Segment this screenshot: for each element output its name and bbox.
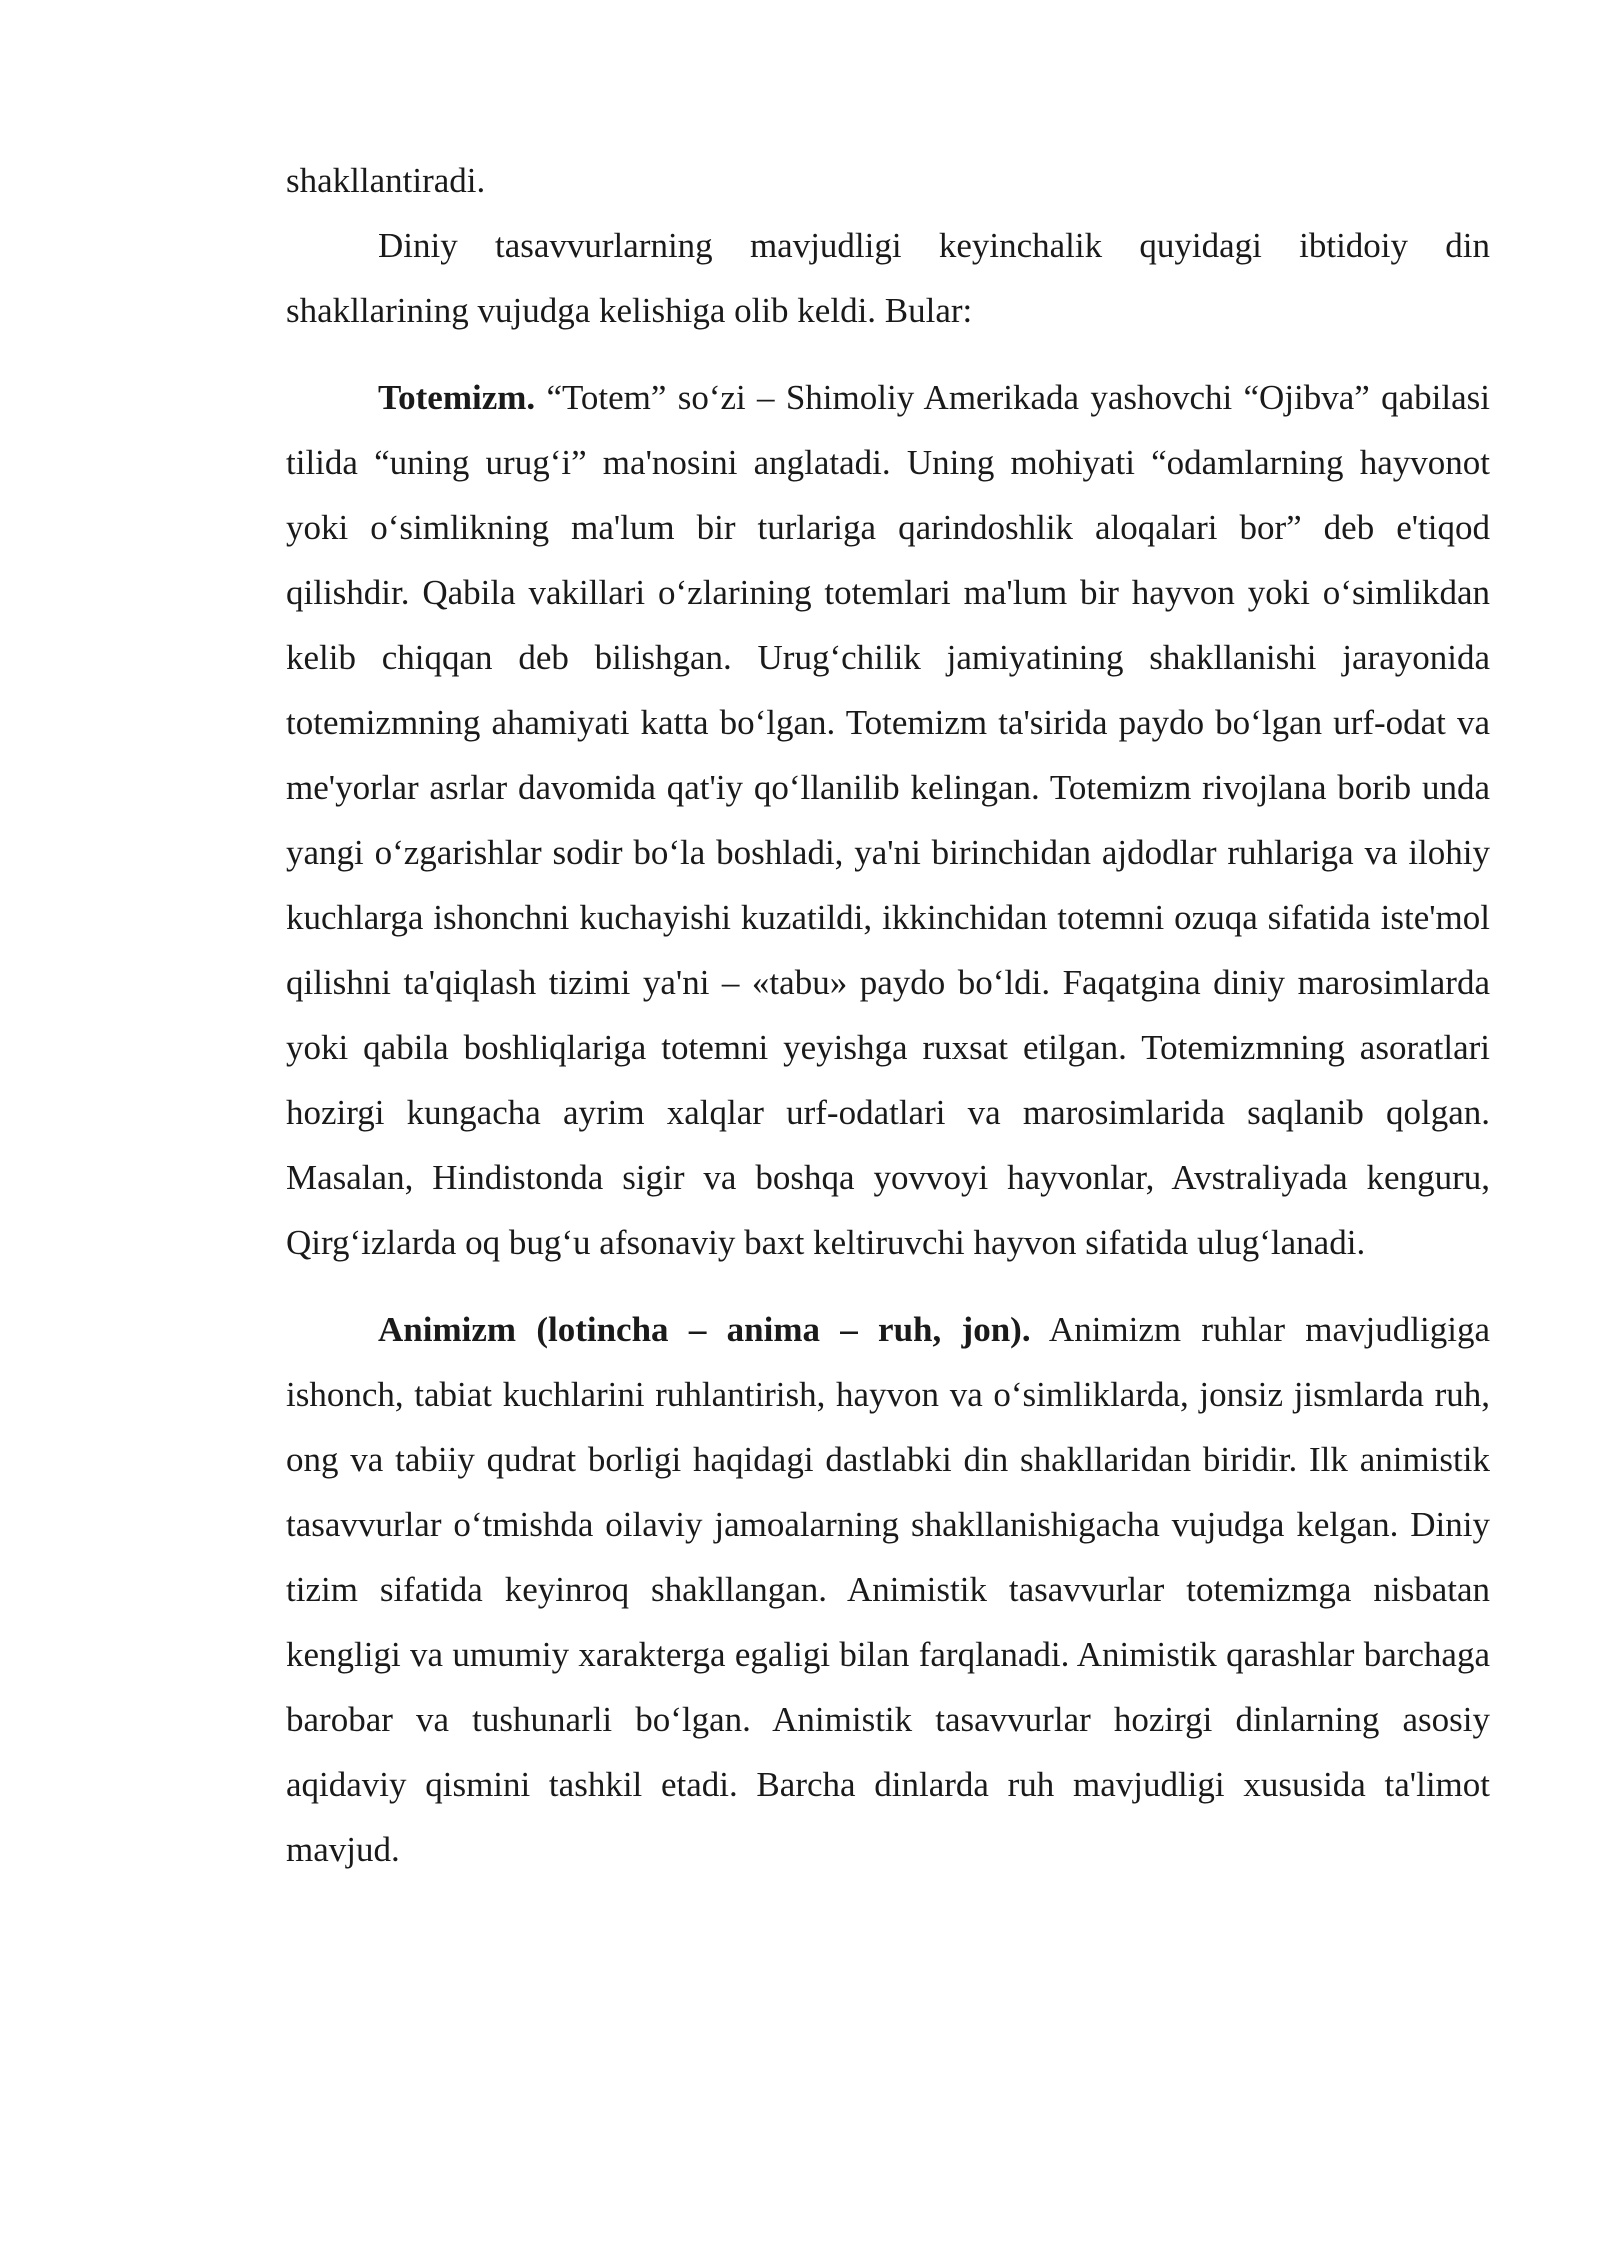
paragraph-text: “Totem” so‘zi – Shimoliy Amerikada yashovchi “Ojibva” qabilasi tilida “uning urug‘i” ma'nosini anglatadi. Uning mohiyati “odamlarning hayvonot yoki o‘simlikning ma'lum bir turlariga qarindoshlik aloqalari bor” deb e'tiqod qilishdir. Qabila vakillari o‘zlarining totemlari ma'lum bir hayvon yoki o‘simlikdan kelib chiqqan deb bilishgan. Urug‘chilik jamiyatining shakllanishi jarayonida totemizmning ahamiyati katta bo‘lgan. Totemizm ta'sirida paydo bo‘lgan urf-odat va me'yorlar asrlar davomida qat'iy qo‘llanilib kelingan. Totemizm rivojlana borib unda yangi o‘zgarishlar sodir bo‘la boshladi, ya'ni birinchidan ajdodlar ruhlariga va ilohiy kuchlarga ishonchni kuchayishi kuzatildi, ikkinchidan totemni ozuqa sifatida iste'mol qilishni ta'qiqlash tizimi ya'ni – «tabu» paydo bo‘ldi. Faqatgina diniy marosimlarda yoki qabila boshliqlariga totemni yeyishga ruxsat etilgan. Totemizmning asoratlari hozirgi kungacha ayrim xalqlar urf-odatlari va marosimlarida saqlanib qolgan. Masalan, Hindistonda sigir va boshqa yovvoyi hayvonlar, Avstraliyada kenguru, Qirg‘izlarda oq bug‘u afsonaviy baxt keltiruvchi hayvon sifatida ulug‘lanadi. — [286, 378, 1490, 1262]
paragraph-text: Animizm ruhlar mavjudligiga ishonch, tabiat kuchlarini ruhlantirish, hayvon va o‘simliklarda, jonsiz jismlarda ruh, ong va tabiiy qudrat borligi haqidagi dastlabki din shakllaridan biridir. Ilk animistik tasavvurlar o‘tmishda oilaviy jamoalarning shakllanishigacha vujudga kelgan. Diniy tizim sifatida keyinroq shakllangan. Animistik tasavvurlar totemizmga nisbatan kengligi va umumiy xarakterga egaligi bilan farqlanadi. Animistik qarashlar barchaga barobar va tushunarli bo‘lgan. Animistik tasavvurlar hozirgi dinlarning asosiy aqidaviy qismini tashkil etadi. Barcha dinlarda ruh mavjudligi xususida ta'limot mavjud. — [286, 1310, 1490, 1869]
paragraph-totemizm — [286, 365, 1490, 1275]
term-heading: Animizm (lotincha – anima – ruh, jon). — [378, 1310, 1031, 1349]
paragraph-continuation — [286, 148, 1490, 213]
paragraph-intro — [286, 213, 1490, 343]
paragraph-animizm — [286, 1297, 1490, 1882]
paragraph-text: shakllantiradi. — [286, 161, 486, 200]
document-page — [286, 148, 1490, 1882]
paragraph-text: Diniy tasavvurlarning mavjudligi keyinchalik quyidagi ibtidoiy din shakllarining vujudga kelishiga olib keldi. Bular: — [286, 226, 1490, 330]
term-heading: Totemizm. — [378, 378, 536, 417]
